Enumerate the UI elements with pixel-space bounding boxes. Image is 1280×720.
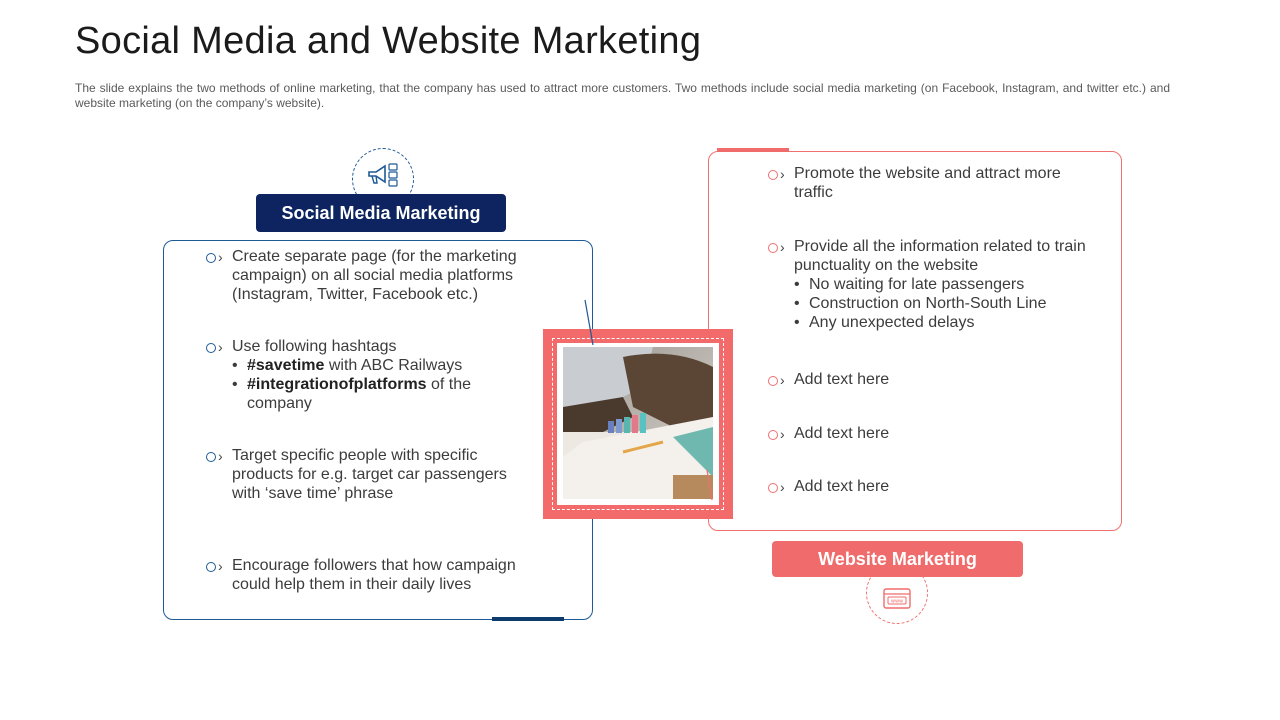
list-item: › Create separate page (for the marketing campaign) on all social media platforms (Instagram, Twitter, Facebook etc.)	[206, 247, 566, 304]
list-item: › Add text here	[768, 477, 1068, 496]
list-item: › Target specific people with specific products for e.g. target car passengers with ‘save time’ phrase	[206, 446, 532, 503]
social-panel-accent-bar	[492, 617, 564, 621]
bullet-icon: ›	[768, 164, 794, 202]
megaphone-icon	[366, 161, 400, 191]
website-panel-accent-bar	[717, 148, 789, 152]
bullet-icon: ›	[768, 424, 794, 443]
center-photo-frame	[543, 329, 733, 519]
list-item: › Add text here	[768, 370, 1068, 389]
bullet-icon: ›	[768, 237, 794, 332]
website-marketing-badge: Website Marketing	[772, 541, 1023, 577]
svg-text:www: www	[890, 598, 904, 605]
list-item: › Promote the website and attract more traffic	[768, 164, 1068, 202]
list-item: › Add text here	[768, 424, 1068, 443]
list-item: › Use following hashtags • #savetime with ABC Railways • #integrationofplatforms of the company	[206, 337, 546, 413]
bullet-icon: ›	[206, 337, 232, 413]
list-item: › Encourage followers that how campaign could help them in their daily lives	[206, 556, 532, 594]
slide-description: The slide explains the two methods of online marketing, that the company has used to attract more customers. Two methods include social media marketing (on Facebook, Instagram, and twitter etc.) and website marketing (on the company’s website).	[75, 81, 1170, 110]
bullet-icon: ›	[768, 370, 794, 389]
bullet-icon: ›	[206, 556, 232, 594]
hashtag: #integrationofplatforms	[247, 376, 427, 393]
list-item: › Provide all the information related to train punctuality on the website • No waiting for late passengers • Construction on North-South Line • Any unexpected delays	[768, 237, 1088, 332]
meeting-photo	[563, 347, 713, 499]
social-media-badge: Social Media Marketing	[256, 194, 506, 232]
slide-title: Social Media and Website Marketing	[75, 20, 702, 62]
bullet-icon: ›	[206, 247, 232, 304]
bullet-icon: ›	[768, 477, 794, 496]
hashtag: #savetime	[247, 357, 325, 374]
bullet-icon: ›	[206, 446, 232, 503]
website-marketing-panel	[708, 151, 1122, 531]
www-browser-icon	[882, 587, 912, 611]
